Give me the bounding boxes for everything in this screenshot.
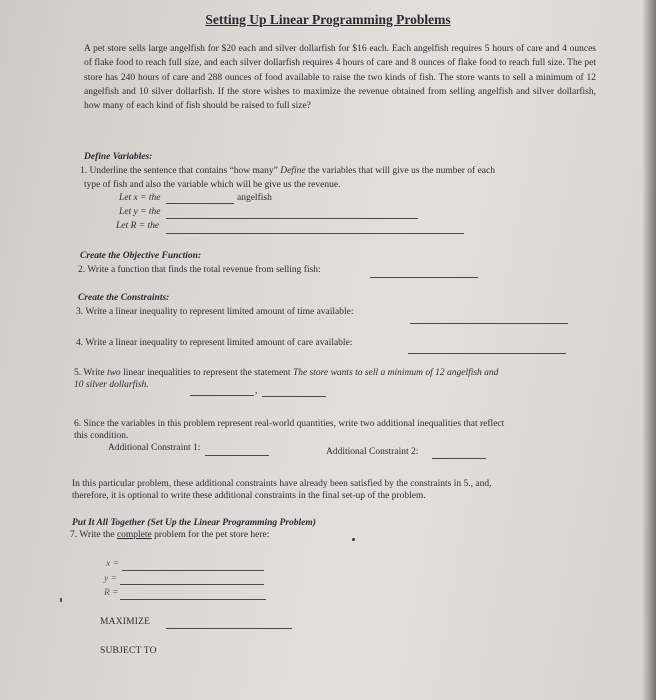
question-7-complete-word: complete xyxy=(116,530,152,540)
question-1-line-2: type of fish and also the variable which will be give us the revenue. xyxy=(84,180,341,190)
question-3: 3. Write a linear inequality to represent limited amount of time available: xyxy=(76,307,354,317)
question-1-define-word: Define xyxy=(280,166,306,176)
additional-constraint-2-label: Additional Constraint 2: xyxy=(326,447,419,457)
let-r-answer-line[interactable] xyxy=(166,233,464,234)
question-5-two-word: two xyxy=(106,368,121,378)
r-answer-line[interactable] xyxy=(120,599,266,600)
question-5-text-a: 5. Write xyxy=(74,368,105,378)
let-x-answer-line[interactable] xyxy=(166,203,234,204)
additional-constraint-2-line[interactable] xyxy=(432,458,486,459)
question-5-answer-line-2[interactable] xyxy=(262,396,326,397)
question-1-number: 1. xyxy=(80,166,88,176)
question-5-answer-line-1[interactable] xyxy=(190,395,254,396)
subject-to-label: SUBJECT TO xyxy=(100,646,157,656)
question-5-quote: The store wants to sell a minimum of 12 angelfish and xyxy=(292,368,499,378)
optional-note-line-1: In this particular problem, these additional constraints have already been satisfied by the constraints in 5., and, xyxy=(72,479,492,489)
page-title: Setting Up Linear Programming Problems xyxy=(205,12,451,27)
maximize-label: MAXIMIZE xyxy=(100,617,151,627)
question-5-comma: , xyxy=(255,386,258,396)
let-r-label: Let R = the xyxy=(116,221,160,231)
y-label: y = xyxy=(104,574,118,584)
additional-constraint-1-line[interactable] xyxy=(205,455,269,456)
question-2-answer-line[interactable] xyxy=(370,277,478,278)
question-3-answer-line[interactable] xyxy=(410,323,568,324)
question-6-line-2: this condition. xyxy=(74,431,129,441)
question-5-line-1 xyxy=(74,368,498,378)
x-answer-line[interactable] xyxy=(122,570,264,571)
define-variables-heading: Define Variables: xyxy=(84,152,153,162)
problem-statement: A pet store sells large angelfish for $20 each and silver dollarfish for $16 each. Each angelfish requires 5 hours of care and 4 ounces of flake food to reach full size, and each silver dollarfish requires 4 hours of care and 8 ounces of flake food to reach full size. The pet store has 240 hours of care and 288 ounces of food available to raise the two kinds of fish. The store wants to sell a minimum of 12 angelfish and 10 silver dollarfish. If the store wishes to maximize the revenue obtained from selling angelfish and silver dollarfish, how many of each kind of fish should be raised to full size? xyxy=(84,44,596,112)
maximize-answer-line[interactable] xyxy=(166,628,292,629)
question-5-text-b: linear inequalities to represent the statement xyxy=(123,368,291,378)
constraints-heading: Create the Constraints: xyxy=(78,293,170,303)
question-7-text-b: problem for the pet store here: xyxy=(154,530,270,540)
y-answer-line[interactable] xyxy=(120,584,264,585)
question-4-answer-line[interactable] xyxy=(408,353,566,354)
page-edge-shadow xyxy=(642,0,656,700)
question-5-quote-end: 10 silver dollarfish. xyxy=(74,380,149,390)
put-together-heading: Put It All Together (Set Up the Linear Programming Problem) xyxy=(72,518,316,528)
objective-heading: Create the Objective Function: xyxy=(80,251,202,261)
question-7-text-a: 7. Write the xyxy=(70,530,115,540)
question-6-line-1: 6. Since the variables in this problem represent real-world quantities, write two additional inequalities that reflect xyxy=(74,419,505,429)
question-4: 4. Write a linear inequality to represent limited amount of care available: xyxy=(76,338,353,348)
let-x-label: Let x = the xyxy=(119,193,161,203)
margin-mark xyxy=(60,598,62,602)
r-label: R = xyxy=(104,588,119,598)
let-y-label: Let y = the xyxy=(119,207,161,217)
question-2: 2. Write a function that finds the total revenue from selling fish: xyxy=(78,265,321,275)
additional-constraint-1-label: Additional Constraint 1: xyxy=(108,443,201,453)
question-1-line-1 xyxy=(80,166,495,176)
stray-dot xyxy=(352,538,355,541)
let-y-answer-line[interactable] xyxy=(166,218,418,219)
question-1-text-c: the variables that will give us the number of each xyxy=(307,166,495,176)
optional-note-line-2: therefore, it is optional to write these additional constraints in the final set-up of the problem. xyxy=(72,491,426,501)
angelfish-label: angelfish xyxy=(237,193,272,203)
x-label: x = xyxy=(106,559,120,569)
question-7 xyxy=(70,530,269,540)
question-1-text-a: Underline the sentence that contains “how many” xyxy=(89,166,278,176)
